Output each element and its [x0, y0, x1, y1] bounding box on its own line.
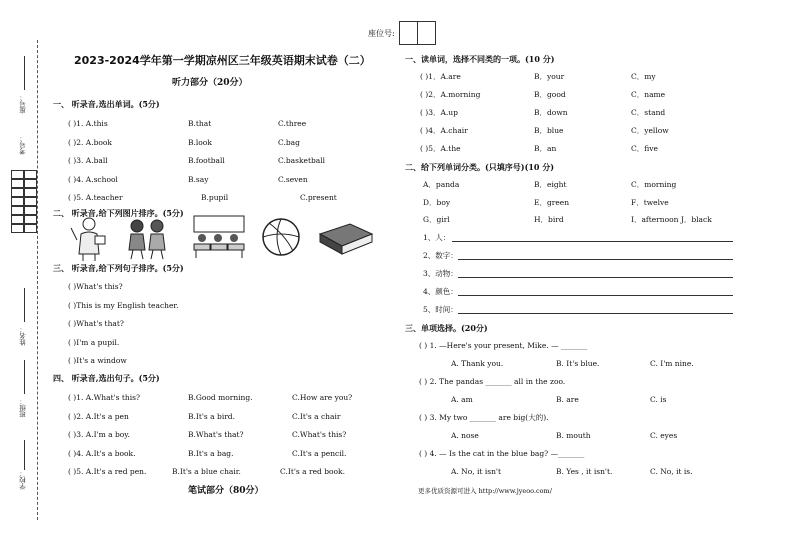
left-q3-heading: 三、 听录音,给下列句子排序。(5分)	[53, 263, 184, 273]
right-q2-answer-line[interactable]	[458, 295, 733, 296]
classroom-picture	[190, 214, 248, 260]
right-q3-option-b[interactable]: B. It's blue.	[556, 359, 600, 368]
name-line	[24, 288, 25, 322]
left-q1-heading: 一、 听录音,选出单词。(5分)	[53, 99, 160, 109]
exam-number-cell[interactable]	[24, 179, 37, 188]
left-q4-option-a[interactable]: ( )1. A.What's this?	[68, 393, 141, 402]
exam-number-label: 考号：	[19, 135, 27, 155]
left-q3-sentence[interactable]: ( )What's that?	[68, 319, 124, 328]
left-q3-sentence[interactable]: ( )I'm a pupil.	[68, 337, 120, 347]
written-header: 笔试部分（80分）	[188, 486, 264, 496]
right-q1-option-b[interactable]: B．down	[534, 108, 568, 117]
left-q4-option-b[interactable]: B.What's that?	[188, 430, 244, 439]
seat-box-1[interactable]	[399, 21, 418, 45]
right-q3-option-a[interactable]: A. am	[451, 395, 473, 404]
seat-box-2[interactable]	[417, 21, 436, 45]
page-title: 2023-2024学年第一学期凉州区三年级英语期末试卷（二）	[74, 54, 371, 67]
exam-number-cell[interactable]	[11, 224, 24, 233]
right-q3-question[interactable]: ( ) 1. —Here's your present, Mike. — _______	[419, 341, 588, 350]
exam-number-cell[interactable]	[24, 188, 37, 197]
right-q2-answer-line[interactable]	[458, 259, 733, 260]
right-q1-option-c[interactable]: C．yellow	[631, 126, 669, 135]
left-q1-option-a[interactable]: ( )1. A.this	[68, 119, 108, 128]
right-q2-answer-line[interactable]	[458, 277, 733, 278]
left-q1-option-c[interactable]: C.basketball	[278, 156, 326, 165]
left-q4-option-a[interactable]: ( )2. A.It's a pen	[68, 411, 129, 421]
right-q3-option-c[interactable]: C. is	[650, 395, 667, 404]
right-q2-category-label: 2、数字：	[423, 251, 458, 260]
exam-number-cell[interactable]	[11, 188, 24, 197]
left-q4-option-b[interactable]: B.It's a blue chair.	[172, 467, 241, 476]
book-picture	[316, 222, 374, 256]
right-q1-option-a[interactable]: ( )1．A.are	[420, 72, 461, 81]
right-q2-category-label: 1、人：	[423, 233, 451, 242]
left-q4-option-a[interactable]: ( )5. A.It's a red pen.	[68, 467, 147, 476]
teacher-picture	[67, 214, 115, 262]
right-q1-option-c[interactable]: C．name	[631, 90, 666, 99]
exam-number-cell[interactable]	[24, 197, 37, 206]
exam-number-cell[interactable]	[11, 197, 24, 206]
right-q3-question[interactable]: ( ) 3. My two _______ are big(大的).	[419, 413, 549, 422]
left-q4-option-a[interactable]: ( )4. A.It's a book.	[68, 448, 136, 458]
left-q3-sentence[interactable]: ( )This is my English teacher.	[68, 300, 179, 310]
right-q1-option-b[interactable]: B．blue	[534, 126, 564, 135]
right-q3-option-b[interactable]: B. mouth	[556, 431, 591, 440]
exam-number-cell[interactable]	[24, 224, 37, 233]
right-q1-heading: 一、读单词，选择不同类的一项。(10 分)	[405, 54, 555, 64]
right-q2-word: A．panda	[423, 180, 460, 189]
right-q2-category-label: 3、动物：	[423, 269, 458, 278]
right-q2-word: F．twelve	[631, 197, 669, 207]
left-q2-heading: 二、 听录音,给下列图片排序。(5分)	[53, 208, 184, 218]
left-q4-heading: 四、 听录音,选出句子。(5分)	[53, 373, 160, 383]
left-q1-option-b[interactable]: B.that	[188, 119, 212, 128]
left-q1-option-c[interactable]: C.three	[278, 119, 307, 128]
left-q1-option-a[interactable]: ( )4. A.school	[68, 174, 118, 184]
right-q2-answer-line[interactable]	[458, 313, 733, 314]
right-q3-question[interactable]: ( ) 2. The pandas _______ all in the zoo.	[419, 377, 566, 386]
left-q1-option-b[interactable]: B.pupil	[201, 193, 229, 202]
seat-label: 座位号:	[368, 29, 395, 38]
exam-number-cell[interactable]	[11, 206, 24, 215]
right-q3-question[interactable]: ( ) 4. — Is the cat in the blue bag? —_______	[419, 449, 585, 458]
right-q2-heading: 二、给下列单词分类。(只填序号)(10 分)	[405, 162, 555, 172]
right-q1-option-a[interactable]: ( )2．A.morning	[420, 90, 481, 99]
exam-number-cell[interactable]	[24, 206, 37, 215]
listening-header: 听力部分（20分）	[172, 78, 248, 88]
left-q1-option-b[interactable]: B.say	[188, 174, 209, 184]
right-q2-word: C．morning	[631, 180, 677, 189]
right-q1-option-b[interactable]: B．an	[534, 144, 557, 153]
ball-picture	[261, 217, 301, 257]
right-q2-answer-line[interactable]	[452, 241, 733, 242]
right-q1-option-c[interactable]: C．stand	[631, 108, 666, 117]
right-q2-category-label: 4、颜色：	[423, 287, 458, 296]
right-q1-option-b[interactable]: B．your	[534, 72, 565, 81]
right-q2-category-label: 5、时间：	[423, 305, 458, 314]
right-q2-word: I．afternoon J．black	[631, 215, 712, 224]
left-q1-option-a[interactable]: ( )5. A.teacher	[68, 193, 123, 202]
left-q3-sentence[interactable]: ( )What's this?	[68, 282, 123, 291]
right-q2-word: D．boy	[423, 197, 451, 207]
left-q1-option-c[interactable]: C.seven	[278, 174, 308, 184]
right-q3-option-c[interactable]: C. eyes	[650, 431, 678, 440]
right-q3-option-b[interactable]: B. are	[556, 395, 579, 404]
left-q1-option-b[interactable]: B.look	[188, 137, 212, 147]
right-q2-word: G．girl	[423, 215, 450, 224]
seat-number-line	[24, 56, 25, 90]
right-q3-option-a[interactable]: A. Thank you.	[451, 359, 504, 368]
right-q3-option-a[interactable]: A. nose	[451, 431, 479, 440]
right-q2-word: H．bird	[534, 215, 564, 224]
left-q3-sentence[interactable]: ( )It's a window	[68, 356, 127, 365]
left-q1-option-c[interactable]: C.bag	[278, 137, 300, 147]
seat-number-label: 座号：	[19, 94, 27, 114]
right-q1-option-a[interactable]: ( )3．A.up	[420, 108, 458, 117]
exam-number-cell[interactable]	[11, 215, 24, 224]
kids-picture	[123, 216, 173, 260]
right-q3-option-a[interactable]: A. No, it isn't	[451, 467, 501, 476]
left-q4-option-b[interactable]: B.It's a bag.	[188, 448, 234, 458]
left-q4-option-a[interactable]: ( )3. A.I'm a boy.	[68, 430, 130, 439]
left-q4-option-c[interactable]: C.It's a red book.	[280, 467, 345, 476]
left-q4-option-b[interactable]: B.Good morning.	[188, 393, 253, 402]
exam-number-cell[interactable]	[24, 170, 37, 179]
left-q4-option-c[interactable]: C.How are you?	[292, 393, 353, 402]
footer-link[interactable]: 更多优质资源可进入 http://www.jyeoo.com/	[418, 487, 552, 495]
left-q4-option-c[interactable]: C.It's a chair	[292, 411, 341, 421]
right-q1-option-a[interactable]: ( )5．A.the	[420, 144, 461, 153]
left-q1-option-c[interactable]: C.present	[300, 193, 337, 202]
right-q2-word: B．eight	[534, 180, 567, 189]
binding-line	[37, 40, 38, 520]
school-line	[24, 440, 25, 470]
right-q3-option-b[interactable]: B. Yes , it isn't.	[556, 467, 613, 476]
name-label: 姓名：	[19, 326, 27, 346]
left-q1-option-b[interactable]: B.football	[188, 156, 225, 165]
exam-number-cell[interactable]	[24, 215, 37, 224]
exam-number-cell[interactable]	[11, 179, 24, 188]
left-q4-option-c[interactable]: C.What's this?	[292, 430, 347, 439]
right-q3-heading: 三、单项选择。(20分)	[405, 323, 488, 333]
exam-number-cell[interactable]	[11, 170, 24, 179]
right-q1-option-a[interactable]: ( )4．A.chair	[420, 126, 468, 135]
left-q1-option-a[interactable]: ( )3. A.ball	[68, 156, 108, 165]
school-label: 学校：	[19, 470, 27, 490]
right-q3-option-c[interactable]: C. No, it is.	[650, 467, 693, 476]
right-q1-option-c[interactable]: C．my	[631, 72, 656, 81]
class-line	[24, 360, 25, 394]
left-q4-option-c[interactable]: C.It's a pencil.	[292, 448, 347, 458]
class-label: 班级：	[19, 398, 27, 418]
right-q1-option-c[interactable]: C．five	[631, 144, 658, 153]
right-q1-option-b[interactable]: B．good	[534, 90, 566, 99]
right-q3-option-c[interactable]: C. I'm nine.	[650, 359, 694, 368]
left-q1-option-a[interactable]: ( )2. A.book	[68, 137, 112, 147]
left-q4-option-b[interactable]: B.It's a bird.	[188, 411, 235, 421]
right-q2-word: E．green	[534, 197, 570, 207]
